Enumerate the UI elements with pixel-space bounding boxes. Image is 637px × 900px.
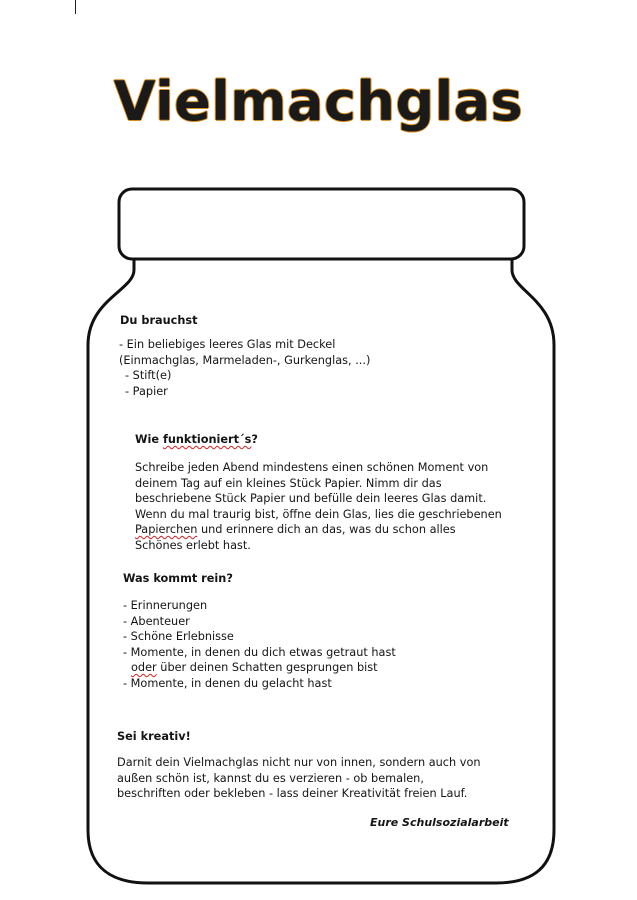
list-item: (Einmachglas, Marmeladen-, Gurkenglas, ...) [119, 353, 371, 367]
paragraph-line: deinem Tag auf ein kleines Stück Papier. Nimm dir das [135, 476, 442, 490]
squiggle-word: Papierchen [135, 523, 198, 536]
how-heading-squiggle: funktioniert´s [162, 433, 252, 446]
how-heading-prefix: Wie [135, 433, 163, 446]
list-item: - Abenteuer [123, 614, 190, 628]
list-item: - Papier [125, 384, 168, 398]
paragraph-line: Schönes erlebt hast. [135, 538, 251, 552]
paragraph-line: außen schön ist, kannst du es verzieren - ob bemalen, [117, 771, 424, 785]
list-item: - Schöne Erlebnisse [123, 630, 234, 643]
paragraph-line: beschriebene Stück Papier und befülle dein leeres Glas damit. [135, 492, 487, 505]
list-item: - Momente, in denen du dich etwas getraut hast [123, 645, 396, 659]
need-heading: Du brauchst [120, 314, 198, 327]
squiggle-word: oder [131, 661, 157, 674]
what-list [123, 598, 396, 691]
page-title: Vielmachglas [113, 70, 524, 133]
paragraph-line: beschriften oder bekleben - lass deiner Kreativität freien Lauf. [117, 787, 468, 800]
list-item: - Momente, in denen du gelacht hast [123, 676, 332, 690]
line-rest: und erinnere dich an das, was du schon alles [197, 523, 456, 536]
creative-heading: Sei kreativ! [117, 730, 191, 743]
what-heading: Was kommt rein? [123, 572, 233, 585]
how-heading-suffix: ? [251, 433, 258, 446]
paragraph-line [135, 522, 535, 538]
list-item: - Stift(e) [125, 369, 172, 382]
need-list [119, 337, 370, 399]
list-item [123, 660, 396, 676]
creative-paragraph [117, 755, 527, 802]
list-item: - Ein beliebiges leeres Glas mit Deckel [119, 338, 336, 351]
how-paragraph [135, 460, 535, 553]
jar-lid [119, 189, 524, 259]
signature: Eure Schulsozialarbeit [370, 816, 509, 829]
how-heading [135, 432, 258, 448]
paragraph-line: Wenn du mal traurig bist, öffne dein Glas, lies die geschriebenen [135, 507, 502, 521]
line-rest: über deinen Schatten gesprungen bist [156, 661, 378, 674]
list-item: - Erinnerungen [123, 599, 208, 612]
paragraph-line: Darnit dein Vielmachglas nicht nur von innen, sondern auch von [117, 756, 481, 769]
paragraph-line: Schreibe jeden Abend mindestens einen schönen Moment von [135, 461, 489, 474]
